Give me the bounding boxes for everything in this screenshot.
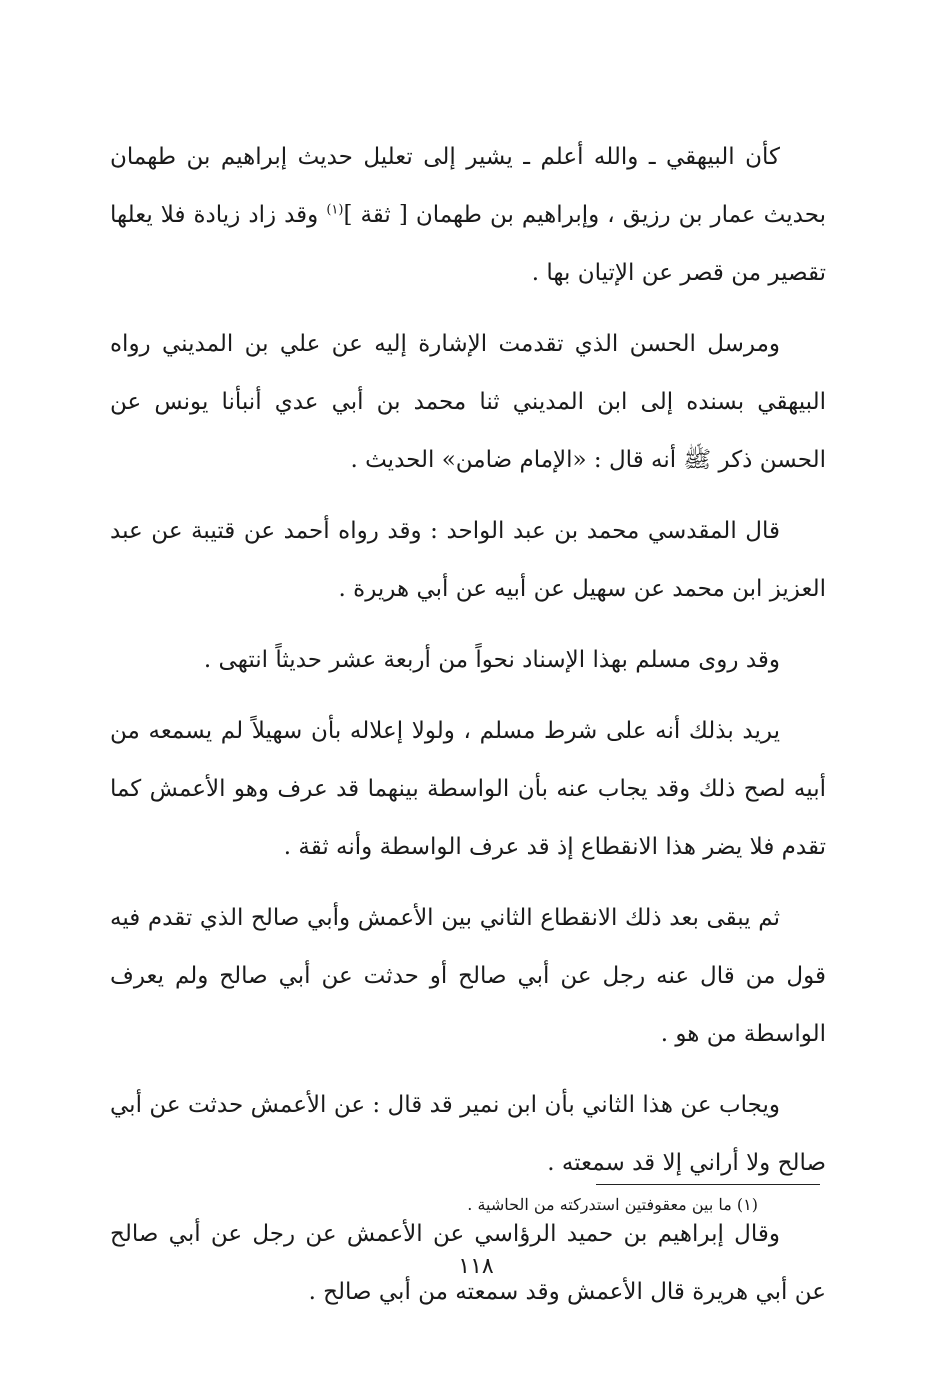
paragraph-8: وقال إبراهيم بن حميد الرؤاسي عن الأعمش عن رجل عن أبي صالح عن أبي هريرة قال الأعمش وقد سمعته من أبي صالح . [110,1221,826,1305]
paragraph-2: ومرسل الحسن الذي تقدمت الإشارة إليه عن علي بن المديني رواه البيهقي بسنده إلى ابن المديني ثنا محمد بن أبي عدي أنبأنا يونس عن الحسن ذكر ﷺ أنه قال : «الإمام ضامن» الحديث . [110,331,826,473]
footnote: (١) ما بين معقوفتين استدركته من الحاشية . [467,1195,758,1214]
main-text [110,128,826,1334]
paragraph-4: وقد روى مسلم بهذا الإسناد نحواً من أربعة عشر حديثاً انتهى . [203,647,780,673]
paragraph-3: قال المقدسي محمد بن عبد الواحد : وقد رواه أحمد عن قتيبة عن عبد العزيز ابن محمد عن سهيل عن أبيه عن أبي هريرة . [110,518,826,602]
paragraph-1 [110,128,826,302]
page-number: ١١٨ [458,1254,494,1279]
footnote-divider [596,1184,820,1185]
footnote-marker: (١) [326,202,344,218]
paragraph-6: ثم يبقى بعد ذلك الانقطاع الثاني بين الأعمش وأبي صالح الذي تقدم فيه قول من قال عنه رجل عن أبي صالح أو حدثت عن أبي صالح ولم يعرف الواسطة من هو . [110,905,826,1047]
paragraph-1-text-continued: وقد زاد زيادة فلا يعلها تقصير من قصر عن الإتيان بها . [110,202,826,286]
paragraph-1-text: كأن البيهقي ـ والله أعلم ـ يشير إلى تعليل حديث إبراهيم بن طهمان بحديث عمار بن رزيق ، وإبراهيم بن طهمان [ ثقة ] [110,144,826,228]
paragraph-5: يريد بذلك أنه على شرط مسلم ، ولولا إعلاله بأن سهيلاً لم يسمعه من أبيه لصح ذلك وقد يجاب عنه بأن الواسطة بينهما قد عرف وهو الأعمش كما تقدم فلا يضر هذا الانقطاع إذ قد عرف الواسطة وأنه ثقة . [110,718,826,860]
paragraph-7: ويجاب عن هذا الثاني بأن ابن نمير قد قال : عن الأعمش حدثت عن أبي صالح ولا أراني إلا قد سمعته . [110,1092,826,1176]
